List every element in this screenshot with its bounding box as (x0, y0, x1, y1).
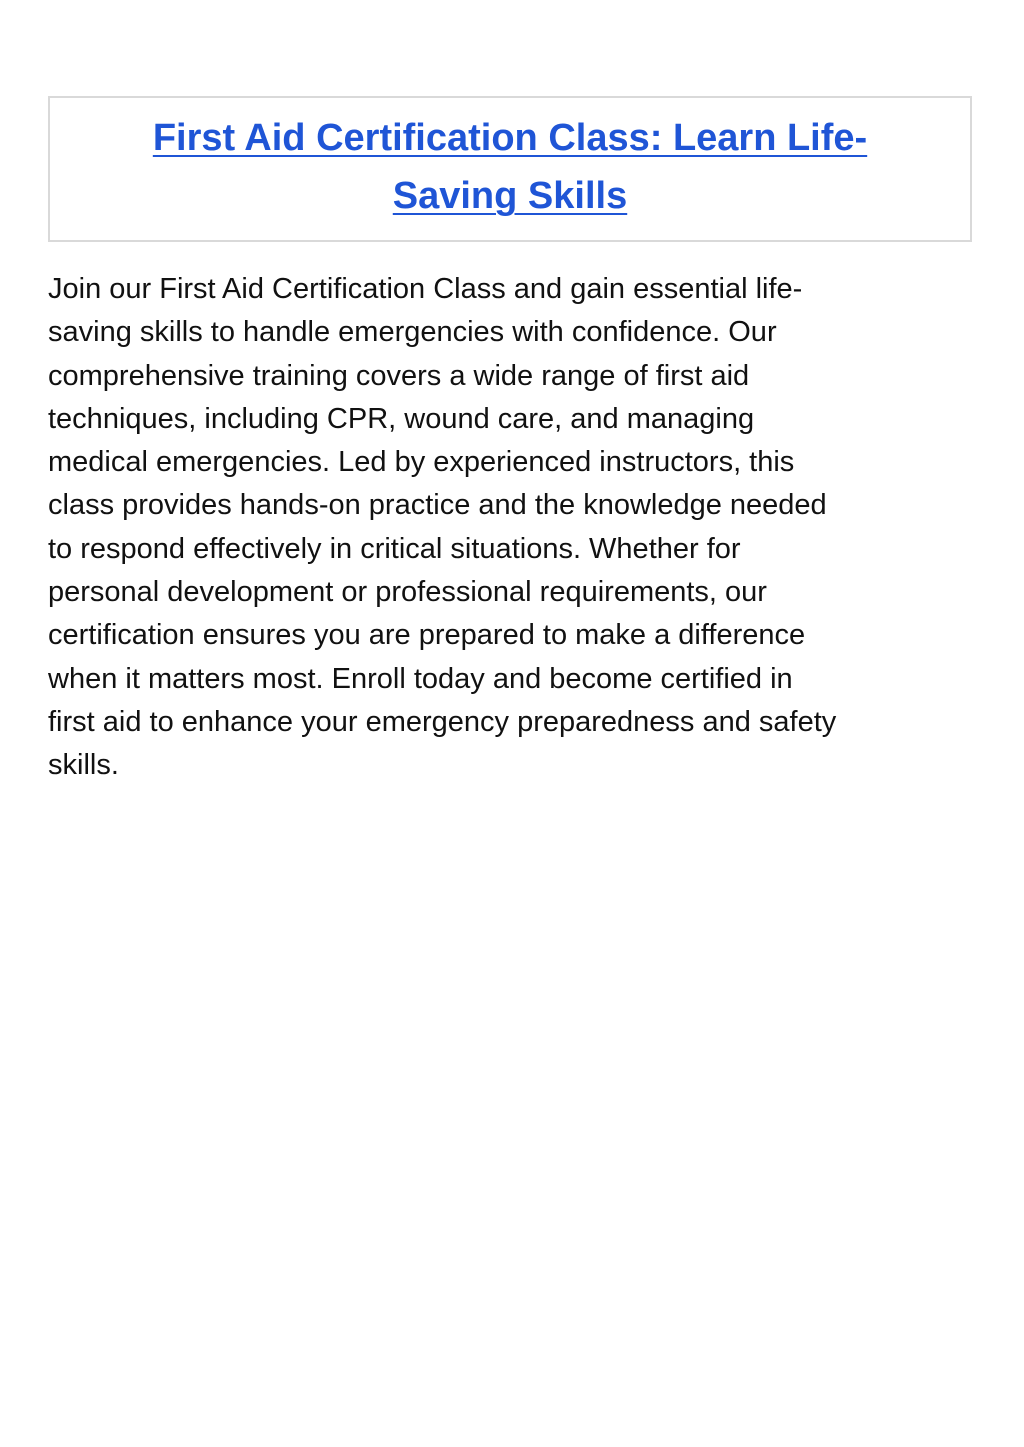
article-title-link[interactable]: First Aid Certification Class: Learn Life-Saving Skills (152, 117, 868, 217)
article-body: Join our First Aid Certification Class and gain essential life- saving skills to handle emergencies with confidence. Our comprehensive training covers a wide range of first aid techniques, including CPR, wound care, and managing medical emergencies. Led by experienced instructors, this class provides hands-on practice and the knowledge needed to respond effectively in critical situations. Whether for personal development or professional requirements, our certification ensures you are prepared to make a difference when it matters most. Enroll today and become certified in first aid to enhance your emergency preparedness and safety skills. (48, 273, 837, 782)
title-box (48, 96, 972, 242)
